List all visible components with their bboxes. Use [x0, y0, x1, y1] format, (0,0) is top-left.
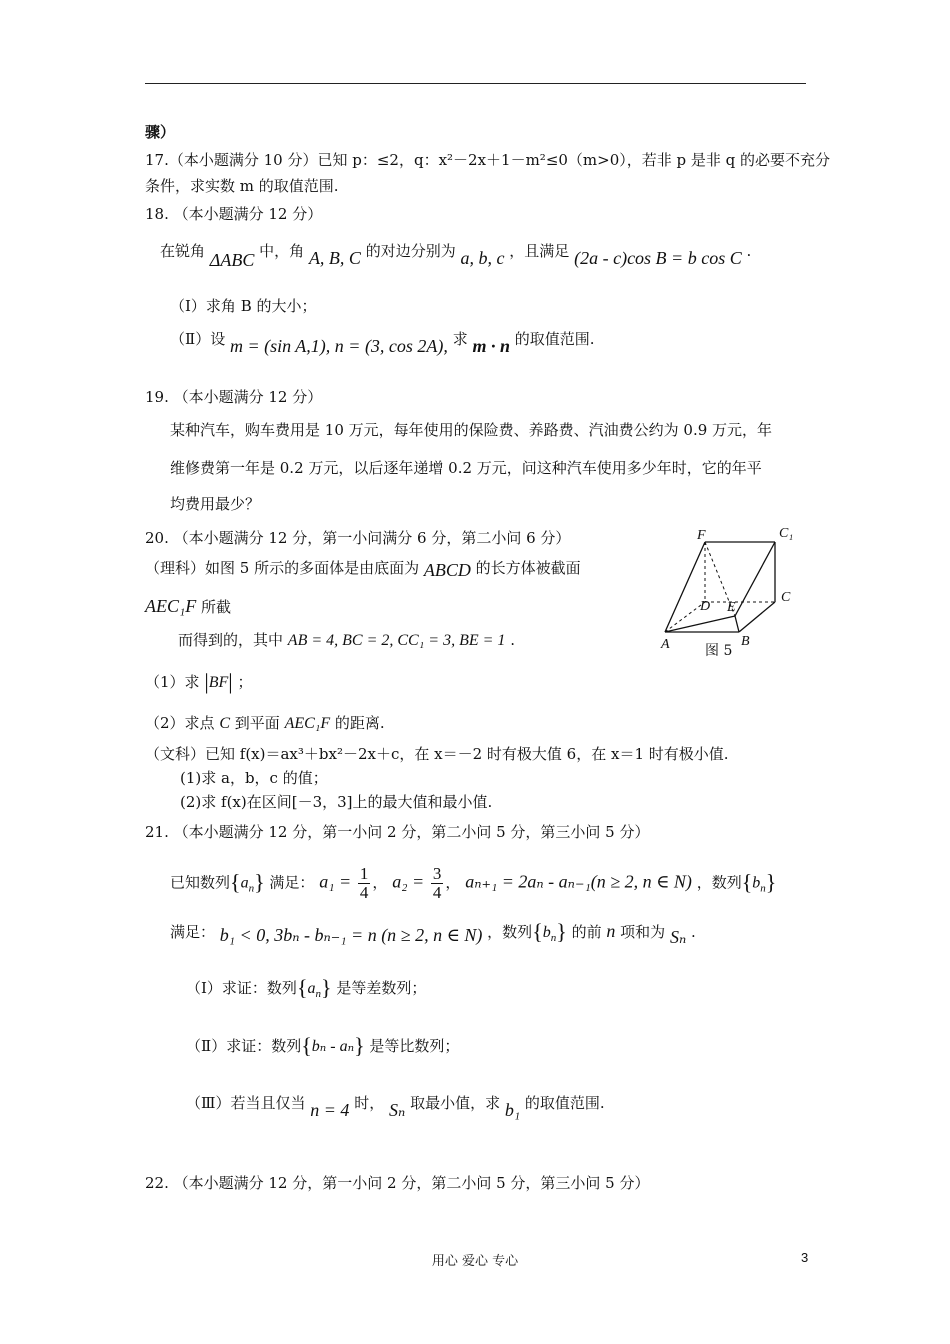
brace-close: } — [321, 975, 332, 1000]
q19-line2: 维修费第一年是 0.2 万元，以后逐年递增 0.2 万元，问这种汽车使用多少年时，它的年平 — [170, 459, 762, 477]
header-rule — [145, 83, 806, 84]
q18-part2-a: （Ⅱ）设 — [170, 330, 226, 348]
q21-p1-sub: n — [315, 988, 321, 1000]
q18-stem-c: 的对边分别为 — [365, 242, 456, 260]
q20-line3-a: 而得到的，其中 — [178, 631, 284, 649]
q21-part3-c: 取最小值，求 — [410, 1094, 501, 1112]
q20-part2-c: 的距离. — [334, 714, 385, 732]
q21-part3-b: 时， — [354, 1094, 385, 1112]
brace-open: { — [741, 869, 753, 895]
q20-part1-a: （1）求 — [145, 673, 200, 691]
brace-open: { — [532, 919, 543, 944]
label-c: C — [781, 590, 791, 605]
brace-close: } — [556, 919, 567, 944]
continued-text: 骤） — [145, 123, 176, 141]
q20-line1 — [145, 557, 581, 578]
figure-caption: 图 5 — [705, 643, 733, 659]
q21-line2-b: ，数列 — [487, 923, 533, 941]
frac-one-quarter — [358, 865, 371, 902]
edge-bc — [739, 602, 775, 632]
q21-line2-a: 满足： — [170, 923, 216, 941]
q21-bn2: b — [542, 924, 551, 941]
page-number: 3 — [801, 1250, 809, 1265]
abs-right: | — [228, 669, 233, 694]
q20-wenke: （文科）已知 f(x)＝ax³＋bx²－2x＋c，在 x＝－2 时有极大值 6，在 x＝1 时有极小值. — [145, 745, 729, 763]
q21-a1: a₁ = — [319, 871, 352, 892]
q19-line3: 均费用最少？ — [170, 495, 261, 513]
q22-header: 22. （本小题满分 12 分，第一小问 2 分，第二小问 5 分，第三小问 5 分） — [145, 1174, 650, 1192]
q21-bn2-sub: n — [550, 932, 557, 944]
brace-open: { — [296, 975, 308, 1000]
q20-line2 — [145, 596, 231, 617]
q20-part1-b: ； — [237, 673, 253, 691]
q18-header: 18. （本小题满分 12 分） — [145, 205, 323, 223]
frac2-num: 3 — [432, 864, 442, 883]
q18-stem — [160, 240, 752, 270]
q20-line3 — [178, 630, 515, 651]
q20-part2-a: （2）求点 — [145, 714, 215, 732]
q21-line2-c: 的前 — [571, 923, 602, 941]
q18-condition: (2a - c)cos B = b cos C — [574, 248, 742, 268]
q21-an: a — [240, 874, 249, 892]
q18-part1: （Ⅰ）求角 B 的大小； — [170, 297, 317, 315]
brace-close: } — [254, 869, 265, 895]
q21-part2 — [186, 1033, 460, 1058]
q20-base: ABCD — [423, 560, 471, 580]
brace-close: } — [354, 1033, 365, 1058]
q21-line1-a: 已知数列 — [170, 873, 231, 892]
q21-p2-seq: bₙ - aₙ — [311, 1038, 355, 1055]
q18-part2 — [170, 328, 595, 356]
q21-line1-c: ，数列 — [696, 873, 742, 892]
q21-part3-d: 的取值范围. — [524, 1094, 605, 1112]
q21-part1-a: （Ⅰ）求证：数列 — [186, 979, 297, 997]
q21-p3-sn: Sₙ — [388, 1100, 406, 1120]
q18-end: . — [746, 242, 752, 260]
q21-part1 — [186, 975, 427, 1004]
q18-stem-d: ，且满足 — [509, 242, 570, 260]
q21-line1 — [170, 865, 776, 902]
edge-eb — [735, 616, 739, 632]
q20-point-c: C — [219, 715, 230, 732]
footer-text: 用心 爱心 专心 — [431, 1254, 519, 1269]
q18-vectors: m = (sin A,1), n = (3, cos 2A), — [229, 336, 448, 356]
q18-angles: A, B, C — [308, 248, 361, 268]
q18-part2-b: 求 — [452, 330, 468, 348]
q18-stem-a: 在锐角 — [160, 242, 206, 260]
q20-section: AEC₁F — [145, 596, 197, 616]
frac2-den: 4 — [432, 883, 442, 902]
q20-lengths: AB = 4, BC = 2, CC₁ = 3, BE = 1 — [287, 632, 506, 649]
label-d: D — [700, 599, 711, 614]
q18-stem-b: 中，角 — [259, 242, 305, 260]
q21-sep2: ， — [445, 873, 461, 892]
frac-three-quarters — [431, 865, 444, 902]
q18-sides: a, b, c — [460, 248, 505, 268]
q21-bn: b — [752, 874, 761, 892]
q21-line2 — [170, 921, 696, 948]
q21-recurrence: aₙ₊₁ = 2aₙ - aₙ₋₁(n ≥ 2, n ∈ N) — [465, 871, 692, 892]
q18-triangle: ΔABC — [209, 250, 255, 270]
q19-line1: 某种汽车，购车费用是 10 万元，每年使用的保险费、养路费、汽油费公约为 0.9 万元，年 — [170, 421, 773, 439]
q21-part3-a: （Ⅲ）若当且仅当 — [186, 1094, 306, 1112]
q21-n4: n = 4 — [310, 1100, 350, 1120]
q21-an-sub: n — [248, 882, 255, 895]
label-f: F — [697, 528, 706, 543]
brace-close: } — [765, 869, 777, 895]
brace-open: { — [230, 869, 241, 895]
brace-open: { — [301, 1033, 312, 1058]
q20-line3-b: . — [510, 631, 515, 649]
q20-part2 — [145, 713, 385, 734]
q21-header: 21. （本小题满分 12 分，第一小问 2 分，第二小问 5 分，第三小问 5 分） — [145, 823, 650, 841]
edge-fa — [665, 542, 705, 632]
label-e: E — [727, 600, 736, 615]
q21-b1: b₁ — [504, 1100, 521, 1120]
q21-part2-a: （Ⅱ）求证：数列 — [186, 1037, 302, 1055]
abs-left: | — [204, 669, 209, 694]
q21-part1-b: 是等差数列； — [336, 979, 427, 997]
q20-line1-a: （理科）如图 5 所示的多面体是由底面为 — [145, 559, 420, 577]
label-b: B — [741, 634, 750, 649]
q21-b-condition: b₁ < 0, 3bₙ - bₙ₋₁ = n (n ≥ 2, n ∈ N) — [219, 925, 483, 945]
q21-sep1: ， — [372, 873, 388, 892]
q21-bn-sub: n — [760, 882, 766, 895]
frac1-num: 1 — [359, 864, 369, 883]
figure-5 — [655, 522, 805, 660]
q20-wenke-2: (2)求 f(x)在区间[－3，3]上的最大值和最小值. — [180, 793, 493, 811]
edge-ec1 — [735, 542, 775, 616]
q21-p1-an: a — [307, 980, 316, 997]
q21-part3 — [186, 1092, 605, 1120]
q19-header: 19. （本小题满分 12 分） — [145, 388, 323, 406]
q18-part2-c: 的取值范围. — [514, 330, 595, 348]
q21-part2-b: 是等比数列； — [369, 1037, 460, 1055]
q20-part1 — [145, 669, 253, 694]
q21-line2-e: . — [691, 923, 696, 941]
q20-part2-b: 到平面 — [234, 714, 280, 732]
q17-line1: 17.（本小题满分 10 分）已知 p：≤2，q：x²－2x＋1－m²≤0（m>0），若非 p 是非 q 的必要不充分 — [145, 151, 831, 169]
q21-line1-b: 满足： — [269, 873, 315, 892]
q21-n: n — [606, 921, 616, 941]
q17-line2: 条件，求实数 m 的取值范围. — [145, 177, 339, 195]
q21-sn: Sₙ — [669, 927, 687, 947]
q20-header: 20. （本小题满分 12 分，第一小问满分 6 分，第二小问 6 分） — [145, 529, 571, 547]
q20-wenke-1: (1)求 a，b，c 的值； — [180, 769, 328, 787]
q20-line1-b: 的长方体被截面 — [475, 559, 581, 577]
label-c1: C₁ — [779, 526, 794, 541]
frac1-den: 4 — [359, 883, 369, 902]
label-a: A — [661, 637, 670, 652]
q20-line2-b: 所截 — [201, 598, 232, 616]
q20-plane: AEC₁F — [284, 715, 331, 732]
q21-line2-d: 项和为 — [620, 923, 666, 941]
q18-dot: m · n — [472, 336, 511, 356]
q21-a2: a₂ = — [392, 871, 425, 892]
q20-bf: BF — [208, 674, 229, 691]
